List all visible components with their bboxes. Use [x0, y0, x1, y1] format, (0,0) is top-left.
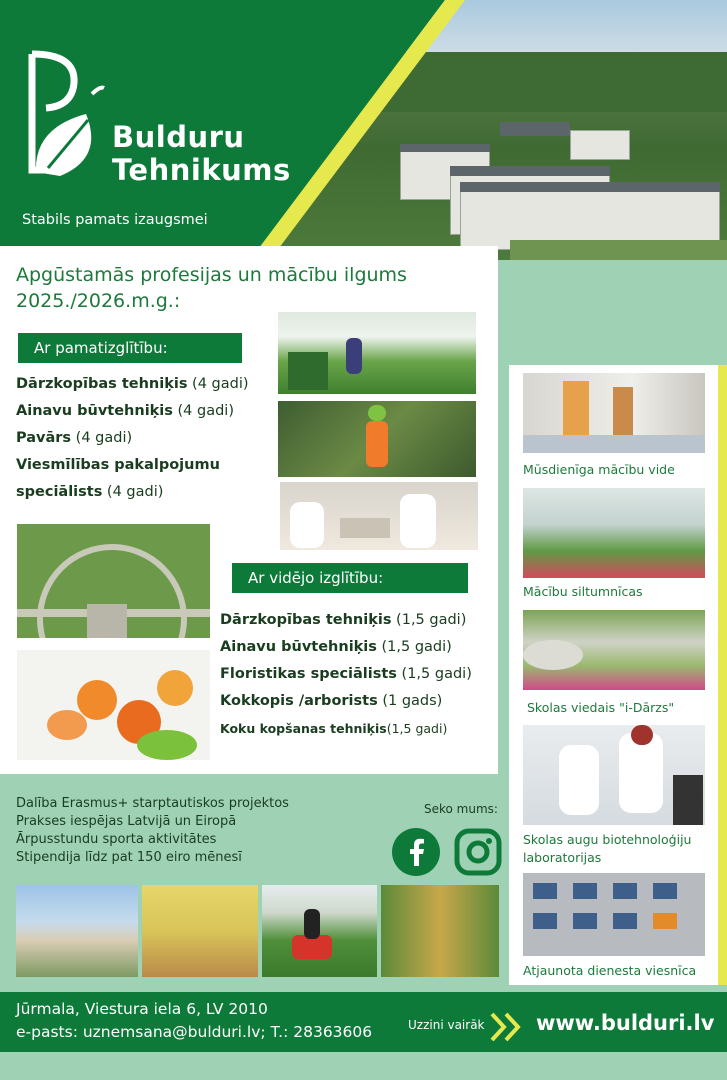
smart-garden-photo	[523, 610, 705, 690]
list-item: speciālists (4 gadi)	[16, 484, 164, 500]
yellow-accent	[718, 365, 727, 985]
facebook-icon[interactable]	[392, 828, 440, 876]
list-item: Prakses iespējas Latvijā un Eiropā	[16, 814, 237, 829]
website-link[interactable]: www.bulduri.lv	[536, 1011, 715, 1035]
list-item: Pavārs (4 gadi)	[16, 430, 133, 446]
greenhouse-photo	[278, 312, 476, 394]
logo-b-icon	[26, 48, 106, 188]
brand-name-line1: Bulduru	[112, 120, 245, 154]
sports-hall-photo	[142, 885, 258, 977]
gallery-caption: Mūsdienīga mācību vide	[523, 462, 675, 477]
page-title: Apgūstamās profesijas un mācību ilgums 2025./2026.m.g.:	[16, 264, 407, 312]
vienna-trip-photo	[16, 885, 138, 977]
address: Jūrmala, Viestura iela 6, LV 2010	[16, 1000, 268, 1018]
gallery-caption: Atjaunota dienesta viesnīca	[523, 963, 697, 978]
follow-us-label: Seko mums:	[424, 802, 498, 816]
greenhouse-interior-photo	[523, 488, 705, 578]
basic-professions-list	[16, 371, 249, 506]
secondary-professions-list	[220, 607, 472, 742]
list-item: Ainavu būvtehniķis (4 gadi)	[16, 403, 234, 419]
list-item: Floristikas speciālists (1,5 gadi)	[220, 666, 472, 682]
list-item: Koku kopšanas tehniķis(1,5 gadi)	[220, 721, 448, 736]
secondary-education-label: Ar vidējo izglītību:	[232, 563, 468, 593]
basic-education-label: Ar pamatizglītību:	[18, 333, 242, 363]
double-chevron-right-icon	[488, 1010, 528, 1044]
list-item: Dalība Erasmus+ starptautiskos projektos	[16, 796, 289, 811]
tagline: Stabils pamats izaugsmei	[22, 212, 208, 228]
benefits-list	[16, 795, 289, 867]
tomato-greenhouse-photo	[381, 885, 499, 977]
biotech-lab-photo	[523, 725, 705, 825]
list-item: Kokkopis /arborists (1 gads)	[220, 693, 443, 709]
arborist-photo	[278, 401, 476, 477]
gallery-caption: Skolas augu biotehnoloģiju laboratorijas	[523, 832, 692, 865]
list-item: Viesmīlības pakalpojumu	[16, 457, 220, 473]
list-item: Dārzkopības tehniķis (1,5 gadi)	[220, 612, 467, 628]
contact-info: e-pasts: uznemsana@bulduri.lv; T.: 28363606	[16, 1023, 373, 1041]
header-banner	[0, 0, 727, 260]
list-item: Stipendija līdz pat 150 eiro mēnesī	[16, 850, 242, 865]
garden-aerial-photo	[17, 524, 210, 638]
classroom-hallway-photo	[523, 373, 705, 453]
bottom-strip	[0, 1052, 727, 1080]
gallery-caption: Mācību siltumnīcas	[523, 584, 643, 599]
list-item: Ainavu būvtehniķis (1,5 gadi)	[220, 639, 452, 655]
flower-bouquet-photo	[17, 650, 210, 760]
instagram-icon[interactable]	[454, 828, 502, 876]
dormitory-photo	[523, 873, 705, 956]
list-item: Dārzkopības tehniķis (4 gadi)	[16, 376, 249, 392]
learn-more-label[interactable]: Uzzini vairāk	[408, 1018, 485, 1032]
lawn-mower-photo	[262, 885, 377, 977]
cooking-class-photo	[280, 482, 478, 550]
brand-name-line2: Tehnikums	[112, 153, 291, 187]
gallery-caption: Skolas viedais "i-Dārzs"	[527, 700, 675, 715]
list-item: Ārpusstundu sporta aktivitātes	[16, 832, 217, 847]
